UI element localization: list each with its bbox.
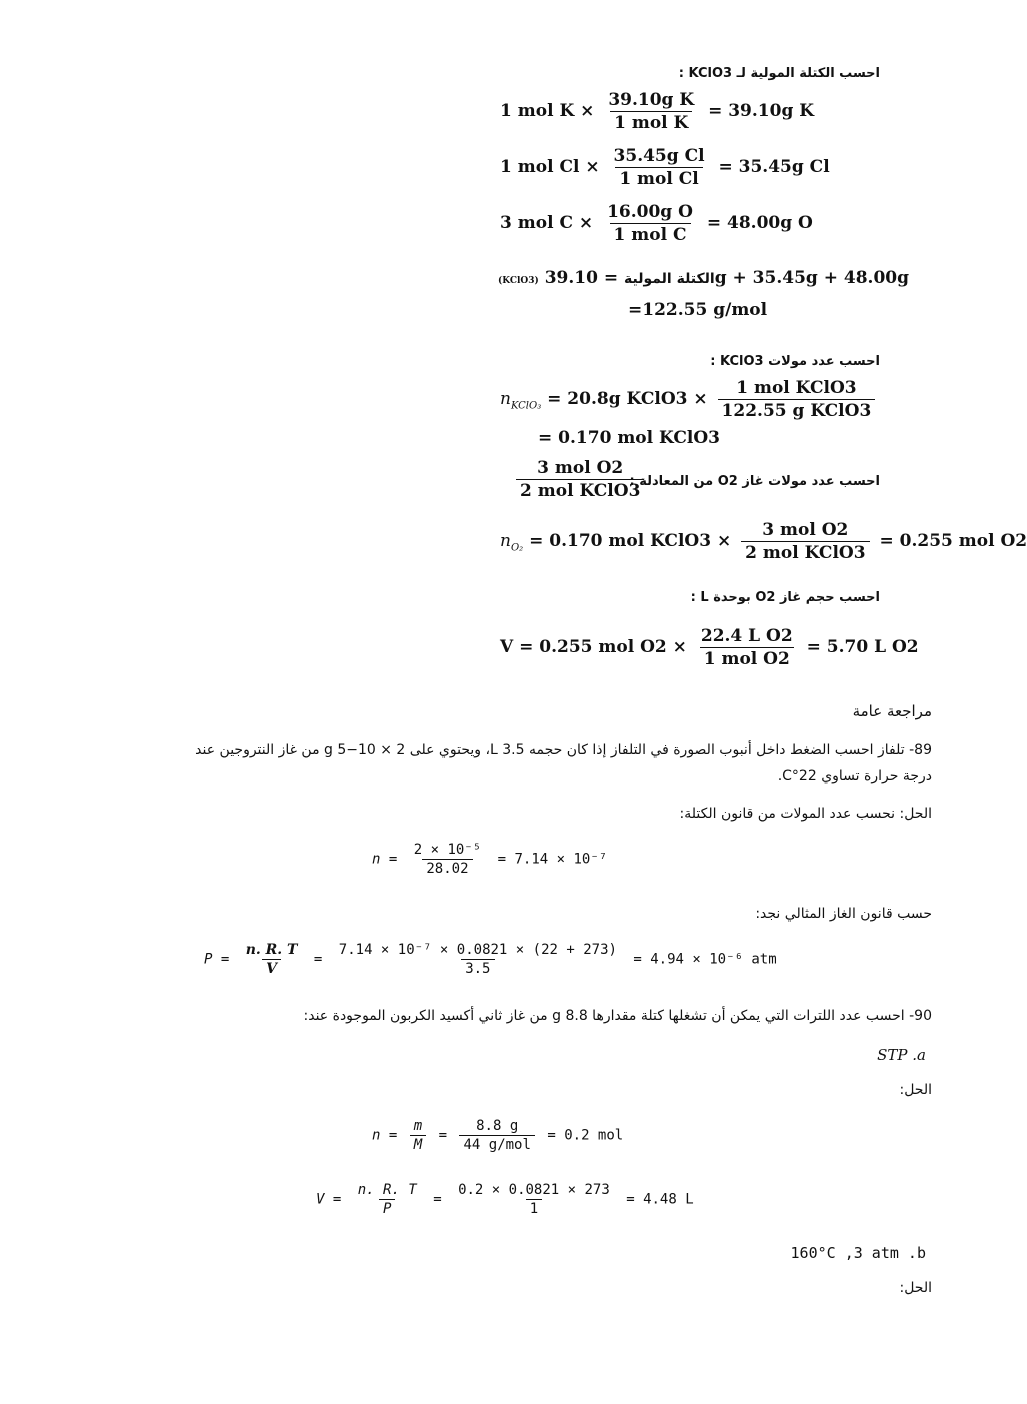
fraction-denominator: 1 mol O2 — [700, 647, 794, 669]
solution-b-label: الحل: — [899, 1280, 932, 1296]
fraction — [410, 842, 485, 877]
fraction — [410, 1118, 426, 1153]
fraction-denominator: 28.02 — [422, 859, 472, 877]
fraction-numerator: 8.8 g — [476, 1118, 519, 1134]
equation-moles-o2 — [500, 520, 1027, 563]
fraction-denominator: M — [410, 1135, 426, 1153]
heading-o2-moles: احسب عدد مولات غاز O2 من المعادلة : — [629, 474, 880, 489]
equation-cl — [500, 146, 830, 189]
equation-molar-result: =122.55 g/mol — [628, 300, 768, 320]
equation-lhs: P = — [204, 951, 230, 968]
equation-result: = 35.45g Cl — [718, 157, 830, 177]
solution-a-label: الحل: — [899, 1082, 932, 1098]
fraction-numerator: 0.2 × 0.0821 × 273 — [458, 1182, 610, 1198]
fraction-numerator: 35.45g Cl — [613, 146, 705, 166]
equation-moles-kclo3 — [500, 378, 879, 421]
heading-moles: احسب عدد مولات KClO3 : — [710, 354, 880, 369]
fraction-numerator: n. R. T — [245, 942, 298, 958]
fraction-denominator: 1 — [526, 1199, 542, 1217]
equation-result: = 7.14 × 10⁻⁷ — [497, 851, 608, 868]
fraction-numerator: 39.10g K — [608, 90, 695, 110]
equation-moles-result: = 0.170 mol KClO3 — [538, 428, 720, 448]
equation-o — [500, 202, 813, 245]
fraction-denominator: 3.5 — [461, 959, 494, 977]
fraction — [718, 378, 876, 421]
fraction-numerator: 1 mol KClO3 — [736, 378, 857, 398]
fraction — [242, 942, 302, 977]
fraction — [697, 626, 797, 669]
question-89-line1: 89- تلفاز احسب الضغط داخل أنبوب الصورة في التلفاز إذا كان حجمه 3.5 L، ويحتوي على g 5−10 × 2 من غاز النتروجين عند — [195, 742, 932, 758]
heading-molar-mass: احسب الكتلة المولية لـ KClO3 : — [678, 66, 880, 81]
section-title: مراجعة عامة — [852, 702, 932, 720]
equation-lhs: = 20.8g KClO3 × — [547, 389, 708, 409]
variable-n: $n_{KClO_3}$ — [500, 389, 542, 412]
equation-result: = 5.70 L O2 — [806, 637, 919, 657]
variable-n: $n_{O_2}$ — [500, 531, 524, 554]
fraction-denominator: 1 mol Cl — [615, 167, 702, 189]
molar-mass-label: الكتلة المولية — [624, 271, 715, 287]
equals-sign: = — [313, 951, 323, 968]
fraction-numerator: 22.4 L O2 — [700, 626, 793, 646]
solution-intro: الحل: نحسب عدد المولات من قانون الكتلة: — [679, 806, 932, 822]
fraction-denominator: 2 mol KClO3 — [741, 541, 869, 563]
fraction — [354, 1182, 421, 1217]
equation-result: = 48.00g O — [706, 213, 813, 233]
fraction — [459, 1118, 534, 1153]
equation-result: = 39.10g K — [708, 101, 815, 121]
equation-n — [372, 842, 607, 877]
mole-ratio — [512, 458, 648, 501]
equation-lhs: V = — [316, 1191, 342, 1208]
fraction-numerator: 7.14 × 10⁻⁷ × 0.0821 × (22 + 273) — [338, 942, 617, 958]
equation-result: = 4.94 × 10⁻⁶ atm — [633, 951, 777, 968]
question-89-line2: درجة حرارة تساوي 22°C. — [777, 768, 932, 784]
equation-n-co2 — [372, 1118, 623, 1153]
part-a-label: STP .a — [877, 1046, 926, 1064]
fraction-numerator: n. R. T — [357, 1182, 417, 1198]
equation-pressure — [204, 942, 777, 977]
fraction — [516, 458, 644, 501]
fraction — [454, 1182, 614, 1217]
equation-volume — [500, 626, 919, 669]
equation-rhs: = 39.10g + 35.45g + 48.00g — [544, 268, 909, 288]
equation-lhs: n = — [372, 1127, 398, 1144]
equation-lhs: 3 mol C × — [500, 213, 594, 233]
fraction-denominator: 2 mol KClO3 — [516, 479, 644, 501]
fraction — [604, 90, 698, 133]
equation-lhs: 1 mol Cl × — [500, 157, 600, 177]
equation-lhs: n = — [372, 851, 398, 868]
fraction-denominator: 1 mol C — [610, 223, 691, 245]
fraction-numerator: 3 mol O2 — [762, 520, 849, 540]
equation-lhs: V = 0.255 mol O2 × — [500, 637, 687, 657]
fraction — [741, 520, 869, 563]
equals-sign: = — [438, 1127, 448, 1144]
equation-result: = 4.48 L — [626, 1191, 694, 1208]
equation-result: = 0.2 mol — [547, 1127, 624, 1144]
fraction-numerator: m — [413, 1118, 423, 1134]
subscript-label: (KClO3) — [498, 276, 539, 286]
equation-result: = 0.255 mol O2 — [879, 531, 1027, 551]
question-90: 90- احسب عدد اللترات التي يمكن أن تشغلها كتلة مقدارها g 8.8 من غاز ثاني أكسيد الكربون الموجودة عند: — [303, 1008, 932, 1024]
part-b-label: 160°C ,3 atm .b — [790, 1244, 926, 1262]
fraction — [610, 146, 709, 189]
fraction-numerator: 2 × 10⁻⁵ — [413, 842, 482, 858]
equation-lhs: 1 mol K × — [500, 101, 595, 121]
equation-molar-sum — [498, 268, 909, 288]
fraction — [603, 202, 697, 245]
fraction-numerator: 16.00g O — [607, 202, 693, 222]
heading-volume: احسب حجم غاز O2 بوحدة L : — [690, 590, 880, 605]
fraction — [335, 942, 621, 977]
fraction-denominator: P — [379, 1199, 395, 1217]
fraction-denominator: 1 mol K — [610, 111, 692, 133]
fraction-numerator: 3 mol O2 — [537, 458, 624, 478]
fraction-denominator: V — [262, 959, 281, 977]
equation-k — [500, 90, 814, 133]
gas-law-label: حسب قانون الغاز المثالي نجد: — [755, 906, 932, 922]
equals-sign: = — [433, 1191, 442, 1208]
equation-volume-co2 — [316, 1182, 694, 1217]
fraction-denominator: 122.55 g KClO3 — [718, 399, 876, 421]
fraction-denominator: 44 g/mol — [459, 1135, 534, 1153]
equation-lhs: = 0.170 mol KClO3 × — [529, 531, 732, 551]
